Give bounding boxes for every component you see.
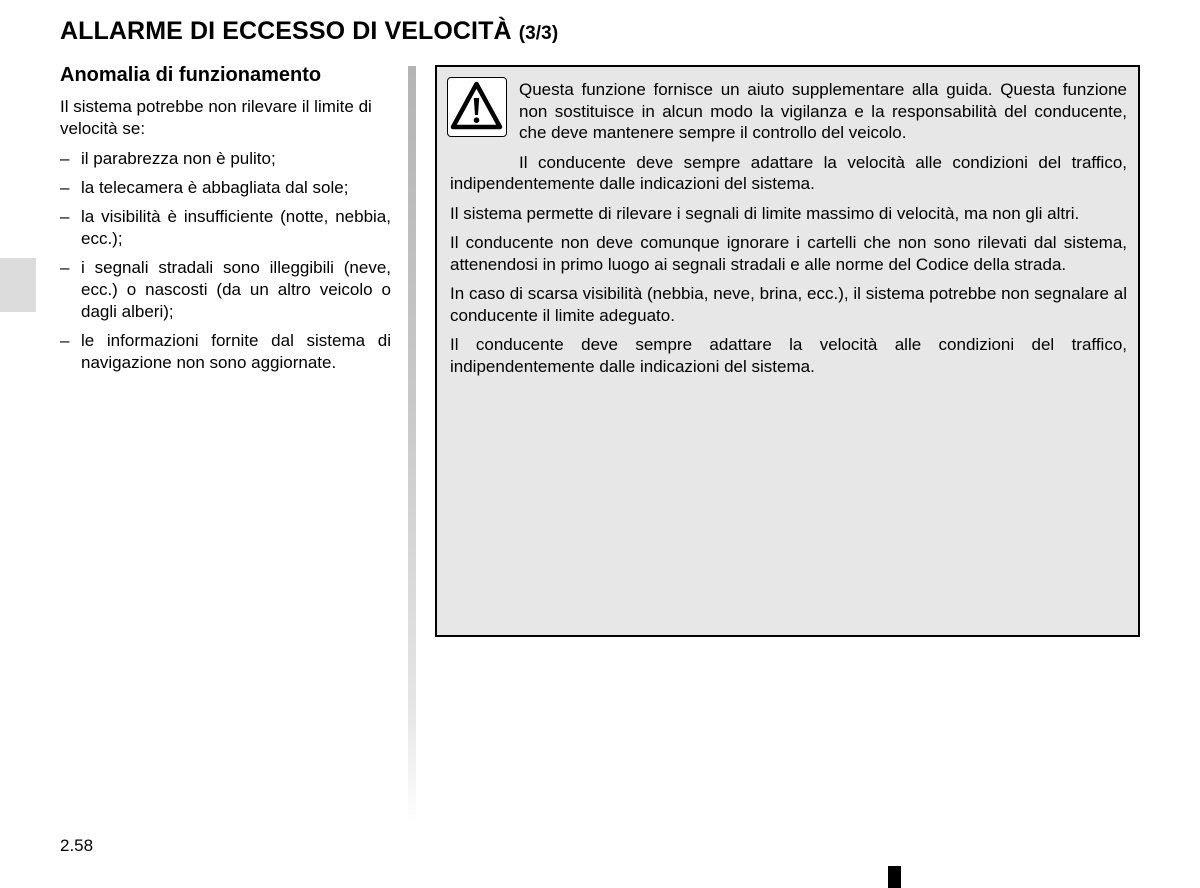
warning-paragraph: Il conducente deve sempre adattare la velocità alle condizioni del traffico, indipendentemente dalle indicazioni del sistema. — [450, 335, 1127, 376]
dash-bullet: – — [60, 178, 70, 197]
list-item — [60, 257, 391, 323]
section-heading: Anomalia di funzionamento — [60, 64, 322, 86]
page-number: 2.58 — [60, 836, 94, 855]
column-divider — [408, 66, 416, 826]
warning-paragraph: Il sistema permette di rilevare i segnali di limite massimo di velocità, ma non gli altri. — [450, 203, 1080, 223]
page-edge-marker — [888, 866, 901, 888]
list-item — [60, 330, 391, 374]
warning-paragraph: Questa funzione fornisce un aiuto supplementare alla guida. Questa funzione non sostituisce in alcun modo la vigilanza e la responsabilità del conducente, che deve mantenere sempre il controllo del veicolo. — [519, 80, 1127, 142]
warning-paragraph: In caso di scarsa visibilità (nebbia, neve, brina, ecc.), il sistema potrebbe non segnalare al conducente il limite adeguato. — [450, 284, 1127, 325]
malfunction-section — [60, 62, 391, 381]
list-item-text: i segnali stradali sono illeggibili (neve, ecc.) o nascosti (da un altro veicolo o dagli alberi); — [81, 258, 391, 321]
list-item — [60, 148, 391, 170]
page-part-indicator: (3/3) — [518, 23, 559, 44]
dash-bullet: – — [60, 331, 70, 350]
dash-bullet: – — [60, 207, 70, 226]
section-tab-marker — [0, 258, 36, 312]
page-title-text: ALLARME DI ECCESSO DI VELOCITÀ — [60, 17, 512, 45]
section-intro: Il sistema potrebbe non rilevare il limite di velocità se: — [60, 97, 372, 138]
list-item — [60, 206, 391, 250]
list-item-text: le informazioni fornite dal sistema di navigazione non sono aggiornate. — [81, 331, 391, 372]
warning-paragraph: Il conducente deve sempre adattare la velocità alle condizioni del traffico, indipendentemente dalle indicazioni del sistema. — [450, 152, 1127, 193]
list-item-text: la telecamera è abbagliata dal sole; — [81, 178, 349, 197]
malfunction-list — [60, 148, 391, 374]
list-item-text: la visibilità è insufficiente (notte, nebbia, ecc.); — [81, 207, 391, 248]
list-item — [60, 177, 391, 199]
dash-bullet: – — [60, 258, 70, 277]
warning-text — [450, 79, 1127, 385]
dash-bullet: – — [60, 149, 70, 168]
list-item-text: il parabrezza non è pulito; — [81, 149, 276, 168]
warning-box — [435, 65, 1140, 637]
page-title — [60, 17, 558, 46]
warning-paragraph: Il conducente non deve comunque ignorare i cartelli che non sono rilevati dal sistema, attenendosi in primo luogo ai segnali stradali e alle norme del Codice della strada. — [450, 233, 1127, 274]
